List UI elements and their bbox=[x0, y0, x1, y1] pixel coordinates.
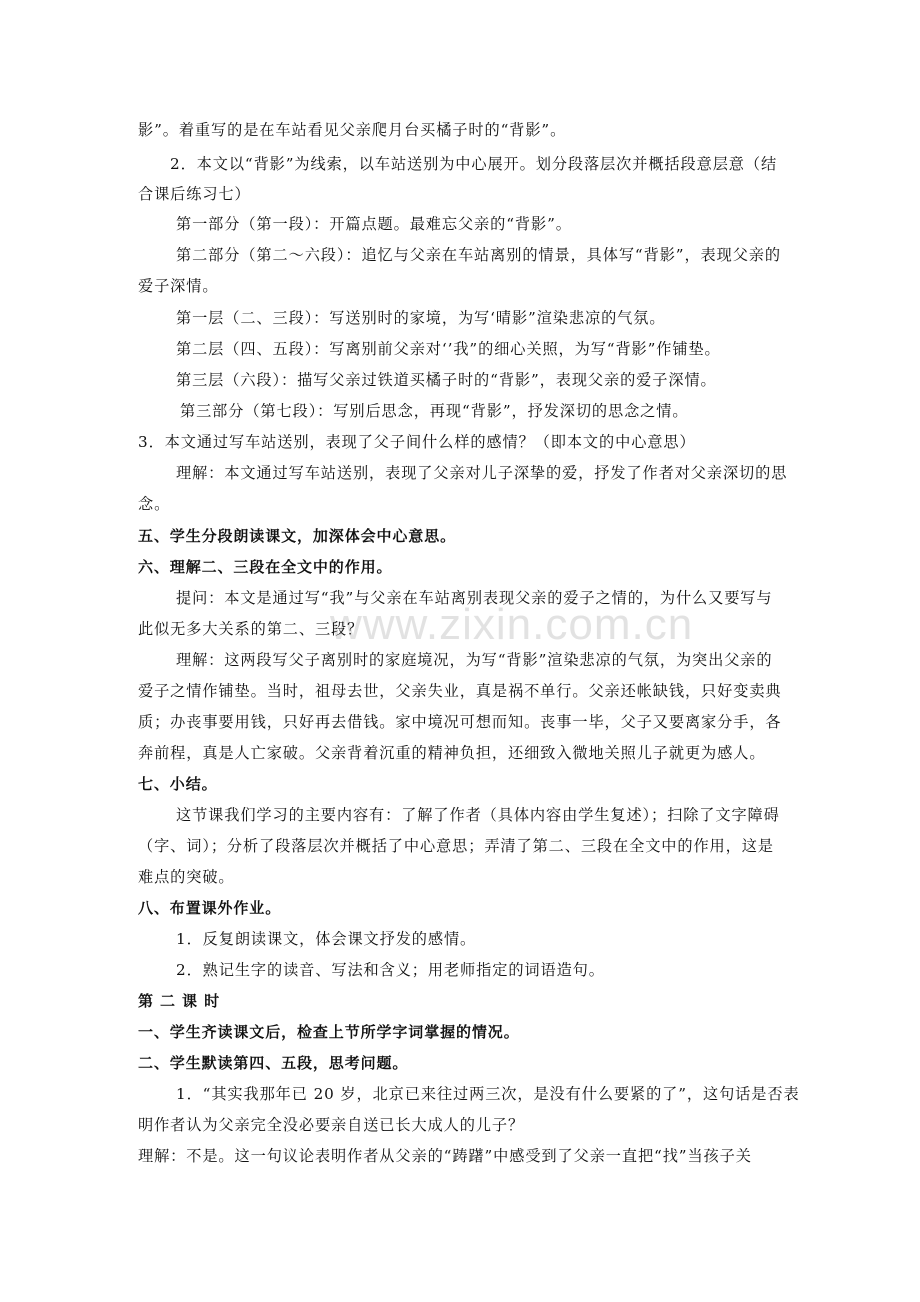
text-line: 理解：本文通过写车站送别，表现了父亲对儿子深挚的爱，抒发了作者对父亲深切的思 bbox=[176, 464, 788, 482]
section-heading: 八、布置课外作业。 bbox=[138, 899, 282, 917]
text-line: 2．本文以“背影”为线索，以车站送别为中心展开。划分段落层次并概括段意层意（结 bbox=[170, 155, 778, 173]
section-heading: 一、学生齐读课文后，检查上节所学字词掌握的情况。 bbox=[138, 1023, 520, 1041]
text-line: 影”。着重写的是在车站看见父亲爬月台买橘子时的“背影”。 bbox=[138, 121, 567, 139]
text-line: 提问：本文是通过写“我”与父亲在车站离别表现父亲的爱子之情的，为什么又要写与 bbox=[176, 589, 773, 607]
watermark: www.zixin.com.cn bbox=[330, 600, 694, 649]
section-heading: 五、学生分段朗读课文，加深体会中心意思。 bbox=[138, 527, 457, 545]
text-line: 这节课我们学习的主要内容有：了解了作者（具体内容由学生复述）；扫除了文字障碍 bbox=[176, 806, 780, 824]
text-line: 第一部分（第一段）：开篇点题。最难忘父亲的“背影”。 bbox=[176, 215, 572, 233]
text-line: 3．本文通过写车站送别，表现了父子间什么样的感情？（即本文的中心意思） bbox=[138, 433, 696, 451]
text-line: 第三层（六段）：描写父亲过铁道买橘子时的“背影”，表现父亲的爱子深情。 bbox=[176, 371, 717, 389]
text-line: 明作者认为父亲完全没必要亲自送已长大成人的儿子？ bbox=[138, 1116, 525, 1134]
text-line: 念。 bbox=[138, 495, 171, 513]
text-line: 合课后练习七） bbox=[138, 185, 251, 203]
section-heading: 二、学生默读第四、五段，思考问题。 bbox=[138, 1054, 409, 1072]
text-line: 2．熟记生字的读音、写法和含义；用老师指定的词语造句。 bbox=[176, 961, 605, 979]
lesson-heading: 第 二 课 时 bbox=[138, 992, 220, 1010]
text-line: 理解：不是。这一句议论表明作者从父亲的“踌躇”中感受到了父亲一直把“找”当孩子关 bbox=[138, 1147, 752, 1165]
text-line: 第三部分（第七段）：写别后思念，再现“背影”，抒发深切的思念之情。 bbox=[180, 402, 689, 420]
text-line: 1．反复朗读课文，体会课文抒发的感情。 bbox=[176, 930, 477, 948]
text-line: 1．“其实我那年已 20 岁，北京已来往过两三次，是没有什么要紧的了”，这句话是否表 bbox=[176, 1085, 800, 1103]
text-line: 第一层（二、三段）：写送别时的家境，为写‘晴影”渲染悲凉的气氛。 bbox=[176, 309, 666, 327]
text-line: （字、词）；分析了段落层次并概括了中心意思；弄清了第二、三段在全文中的作用，这是 bbox=[138, 837, 774, 855]
text-line: 理解：这两段写父子离别时的家庭境况，为写“背影”渲染悲凉的气氛，为突出父亲的 bbox=[176, 651, 773, 669]
text-line: 奔前程，真是人亡家破。父亲背着沉重的精神负担，还细致入微地关照儿子就更为感人。 bbox=[138, 744, 766, 762]
text-line: 质；办丧事要用钱，只好再去借钱。家中境况可想而知。丧事一毕，父子又要离家分手，各 bbox=[138, 713, 782, 731]
text-line: 此似无多大关系的第二、三段？ bbox=[138, 620, 364, 638]
text-line: 第二层（四、五段）：写离别前父亲对‘’我”的细心关照，为写“背影”作铺垫。 bbox=[176, 340, 721, 358]
text-line: 爱子之情作铺垫。当时，祖母去世，父亲失业，真是祸不单行。父亲还帐缺钱，只好变卖典 bbox=[138, 682, 782, 700]
section-heading: 七、小结。 bbox=[138, 775, 218, 793]
text-line: 难点的突破。 bbox=[138, 868, 235, 886]
text-line: 爱子深情。 bbox=[138, 277, 219, 295]
section-heading: 六、理解二、三段在全文中的作用。 bbox=[138, 558, 393, 576]
text-line: 第二部分（第二～六段）：追忆与父亲在车站离别的情景，具体写“背影”，表现父亲的 bbox=[176, 246, 781, 264]
